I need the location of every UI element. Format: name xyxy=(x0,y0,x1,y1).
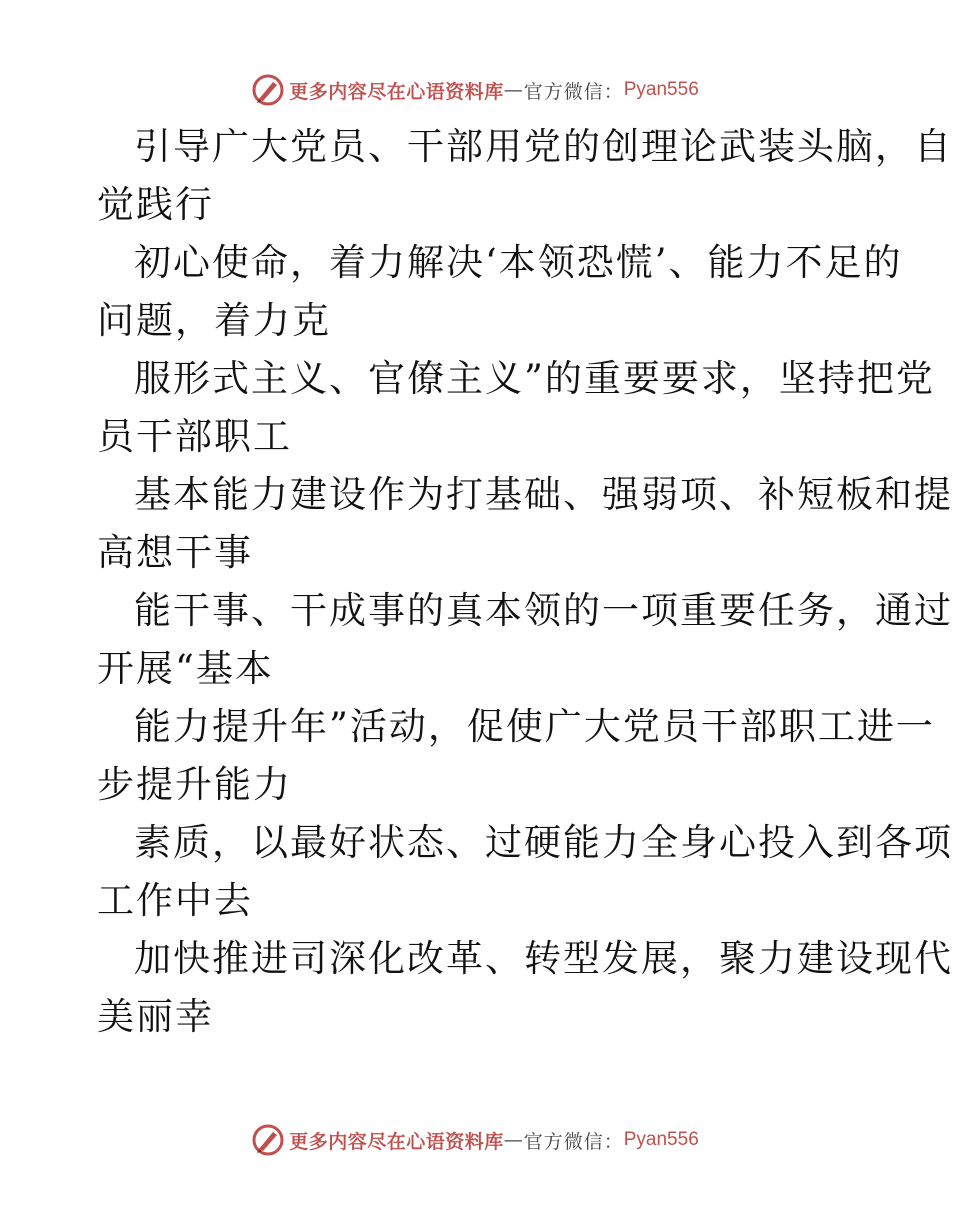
text-line: 步提升能力 xyxy=(97,763,292,806)
text-line: 觉践行 xyxy=(97,183,214,226)
watermark-wechat-label: 官方微信： xyxy=(523,1130,624,1153)
watermark-wechat-id: Pyan556 xyxy=(623,1129,699,1150)
pen-logo-icon xyxy=(251,73,285,107)
watermark-wechat-id: Pyan556 xyxy=(623,79,699,100)
watermark-dash: — xyxy=(503,79,524,101)
pen-logo-icon xyxy=(251,1123,285,1157)
document-body xyxy=(97,118,953,1046)
text-line: 工作中去 xyxy=(97,879,253,922)
watermark-wechat-label: 官方微信： xyxy=(523,80,624,103)
header-watermark xyxy=(0,70,950,110)
text-line: 素质，以最好状态、过硬能力全身心投入到各项 xyxy=(134,821,953,864)
footer-watermark xyxy=(0,1120,950,1160)
text-line: 高想干事 xyxy=(97,531,253,574)
text-line: 服形式主义、官僚主义”的重要要求，坚持把党 xyxy=(134,357,935,400)
watermark-dash: — xyxy=(503,1129,524,1151)
text-line: 加快推进司深化改革、转型发展，聚力建设现代 xyxy=(134,937,953,980)
watermark-main-text: 更多内容尽在心语资料库 xyxy=(289,1130,504,1153)
watermark-main-text: 更多内容尽在心语资料库 xyxy=(289,80,504,103)
text-line: 问题，着力克 xyxy=(97,299,331,342)
text-line: 初心使命，着力解决‘本领恐慌’、能力不足的 xyxy=(134,241,903,284)
text-line: 引导广大党员、干部用党的创理论武装头脑，自 xyxy=(134,125,953,168)
text-line: 能力提升年”活动，促使广大党员干部职工进一 xyxy=(134,705,935,748)
text-line: 员干部职工 xyxy=(97,415,292,458)
text-line: 基本能力建设作为打基础、强弱项、补短板和提 xyxy=(134,473,953,516)
text-line: 开展“基本 xyxy=(97,647,274,690)
text-line: 美丽幸 xyxy=(97,995,214,1038)
text-line: 能干事、干成事的真本领的一项重要任务，通过 xyxy=(134,589,953,632)
